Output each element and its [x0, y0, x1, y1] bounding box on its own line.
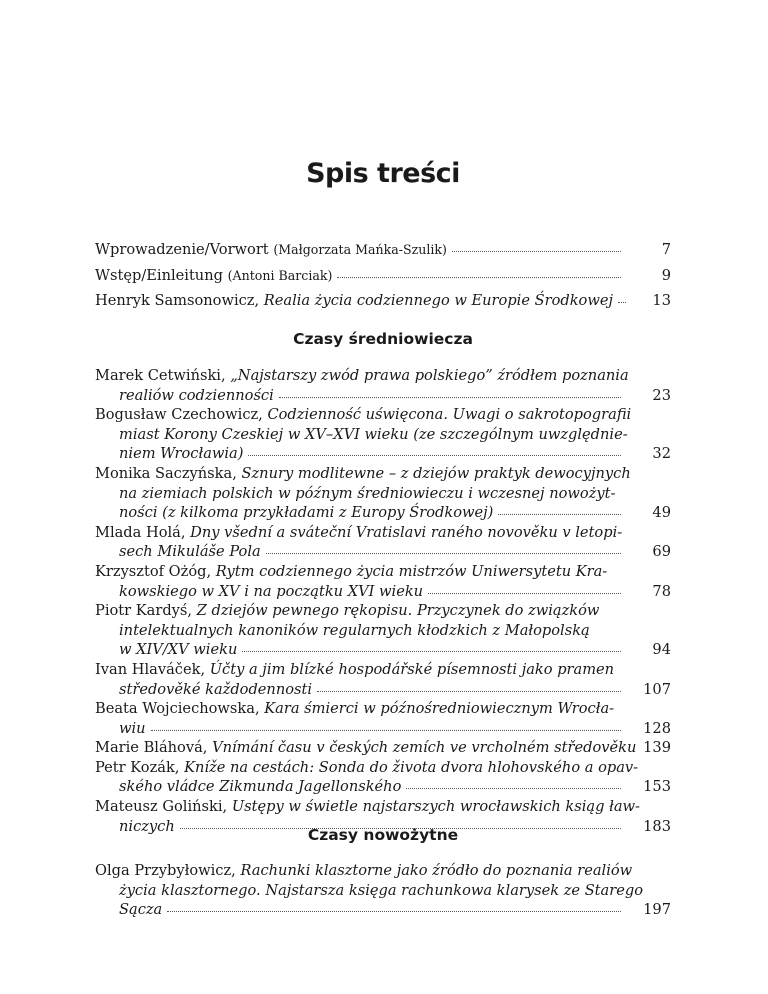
- entry-title-line: wiu: [119, 719, 146, 737]
- entry-author: Olga Przybyłowicz,: [95, 862, 236, 879]
- toc-entry: [95, 291, 671, 311]
- dot-leader: [452, 247, 621, 252]
- entry-title-line: sech Mikuláše Pola: [119, 543, 261, 561]
- entry-author: Beata Wojciechowska,: [95, 700, 260, 718]
- toc-medieval-entries: [95, 366, 671, 836]
- entry-title-line: Rachunki klasztorne jako źródło do poznania realiów: [240, 862, 633, 879]
- entry-title-line: realiów codzienności: [119, 386, 274, 404]
- entry-editor: (Małgorzata Mańka-Szulik): [273, 242, 447, 257]
- entry-title-line: Účty a jim blízké hospodářské písemnosti jako pramen: [209, 660, 615, 678]
- entry-author: Mateusz Goliński,: [95, 798, 228, 816]
- entry-page: 107: [643, 680, 671, 698]
- toc-entry: [95, 699, 671, 738]
- dot-leader: [498, 510, 621, 515]
- entry-author: Ivan Hlaváček,: [95, 660, 206, 678]
- entry-author: Marek Cetwiński,: [95, 367, 226, 384]
- entry-title-line: Ustępy w świetle najstarszych wrocławskich ksiąg ław-: [231, 798, 640, 816]
- entry-title-line: středověké každodennosti: [119, 680, 313, 698]
- entry-author: Petr Kozák,: [95, 758, 180, 776]
- entry-title-line: Kara śmierci w późnośredniowiecznym Wrocła-: [264, 700, 615, 718]
- toc-entry: [95, 266, 671, 286]
- entry-title-line: na ziemiach polskich w późnym średniowieczu i wczesnej nowożyt-: [119, 484, 616, 502]
- entry-title-line: w XIV/XV wieku: [119, 641, 238, 659]
- entry-title-line: kowskiego w XV i na początku XVI wieku: [119, 582, 424, 600]
- entry-title-line: Kníže na cestách: Sonda do života dvora hlohovského a opav-: [184, 758, 639, 776]
- entry-title-line: Codzienność uświęcona. Uwagi o sakrotopografii: [267, 406, 632, 424]
- toc-entry: [95, 758, 671, 797]
- dot-leader: [279, 393, 621, 398]
- entry-title-line: Rytm codziennego życia mistrzów Uniwersytetu Kra-: [215, 562, 608, 580]
- entry-title-line: „Najstarszy zwód prawa polskiego” źródłem poznania: [230, 367, 629, 384]
- toc-entry: [95, 861, 671, 920]
- entry-page: 197: [643, 901, 671, 919]
- entry-page: 49: [652, 504, 671, 522]
- entry-author: Wstęp/Einleitung: [95, 266, 223, 284]
- dot-leader: [337, 273, 621, 278]
- entry-page: 32: [652, 445, 671, 463]
- entry-page: 153: [643, 778, 671, 796]
- entry-title-line: intelektualnych kanoników regularnych kłodzkich z Małopolską: [119, 621, 590, 639]
- entry-editor: (Antoni Barciak): [227, 267, 333, 283]
- toc-entry: [95, 405, 671, 464]
- entry-title-line: Sznury modlitewne – z dziejów praktyk dewocyjnych: [241, 464, 631, 482]
- entry-title-line: miast Korony Czeskiej w XV–XVI wieku (ze szczególnym uwzględnie-: [119, 425, 628, 443]
- toc-entry: [95, 366, 671, 405]
- entry-author: Krzysztof Ożóg,: [95, 562, 212, 580]
- entry-author: Mlada Holá,: [95, 523, 186, 541]
- dot-leader: [151, 726, 621, 731]
- dot-leader: [248, 451, 621, 456]
- entry-title-line: Z dziejów pewnego rękopisu. Przyczynek do związków: [196, 602, 600, 620]
- dot-leader: [167, 907, 621, 912]
- section-heading-medieval: Czasy średniowiecza: [293, 330, 473, 348]
- entry-author: Henryk Samsonowicz,: [95, 292, 260, 310]
- entry-page: 78: [652, 582, 671, 600]
- entry-title-line: Dny všední a sváteční Vratislavi raného novověku v letopi-: [190, 523, 623, 541]
- toc-entry: [95, 738, 671, 758]
- toc-modern-entries: [95, 861, 671, 920]
- entry-author: Monika Saczyńska,: [95, 464, 237, 482]
- entry-page: 183: [643, 817, 671, 835]
- entry-page: 9: [661, 266, 671, 284]
- entry-page: 94: [652, 641, 671, 659]
- dot-leader: [266, 549, 621, 554]
- entry-title: Realia życia codziennego w Europie Środkowej: [263, 292, 613, 310]
- page-title: Spis treści: [306, 158, 460, 189]
- entry-page: 139: [643, 739, 671, 757]
- toc-entry: [95, 464, 671, 523]
- entry-page: 128: [643, 719, 671, 737]
- entry-title-line: Sącza: [119, 901, 163, 919]
- toc-entry: [95, 562, 671, 601]
- entry-page: 13: [652, 292, 671, 310]
- entry-page: 7: [661, 241, 671, 258]
- entry-title-line: niczych: [119, 817, 175, 835]
- entry-page: 69: [652, 543, 671, 561]
- entry-page: 23: [652, 386, 671, 404]
- dot-leader: [428, 589, 621, 594]
- entry-title-line: życia klasztornego. Najstarsza księga rachunkowa klarysek ze Starego: [119, 881, 643, 899]
- toc-entry: [95, 660, 671, 699]
- toc-entry: [95, 601, 671, 660]
- dot-leader: [406, 784, 621, 789]
- entry-title-line: niem Wrocławia): [119, 445, 244, 463]
- section-heading-modern: Czasy nowożytne: [307, 826, 459, 844]
- entry-title-line: ského vládce Zikmunda Jagellonského: [119, 778, 402, 796]
- dot-leader: [242, 647, 621, 652]
- dot-leader: [317, 687, 621, 692]
- toc-entry: [95, 523, 671, 562]
- entry-author: Marie Bláhová,: [95, 739, 208, 757]
- dot-leader: [618, 298, 626, 303]
- toc-intro-entries: [95, 240, 671, 311]
- entry-title-line: ności (z kilkoma przykładami z Europy Środkowej): [119, 504, 494, 522]
- entry-author: Wprowadzenie/Vorwort: [95, 241, 269, 258]
- toc-entry: [95, 240, 671, 260]
- entry-title-line: Vnímání času v českých zemích ve vrcholném středověku: [212, 739, 637, 757]
- entry-author: Bogusław Czechowicz,: [95, 406, 263, 424]
- entry-author: Piotr Kardyś,: [95, 602, 193, 620]
